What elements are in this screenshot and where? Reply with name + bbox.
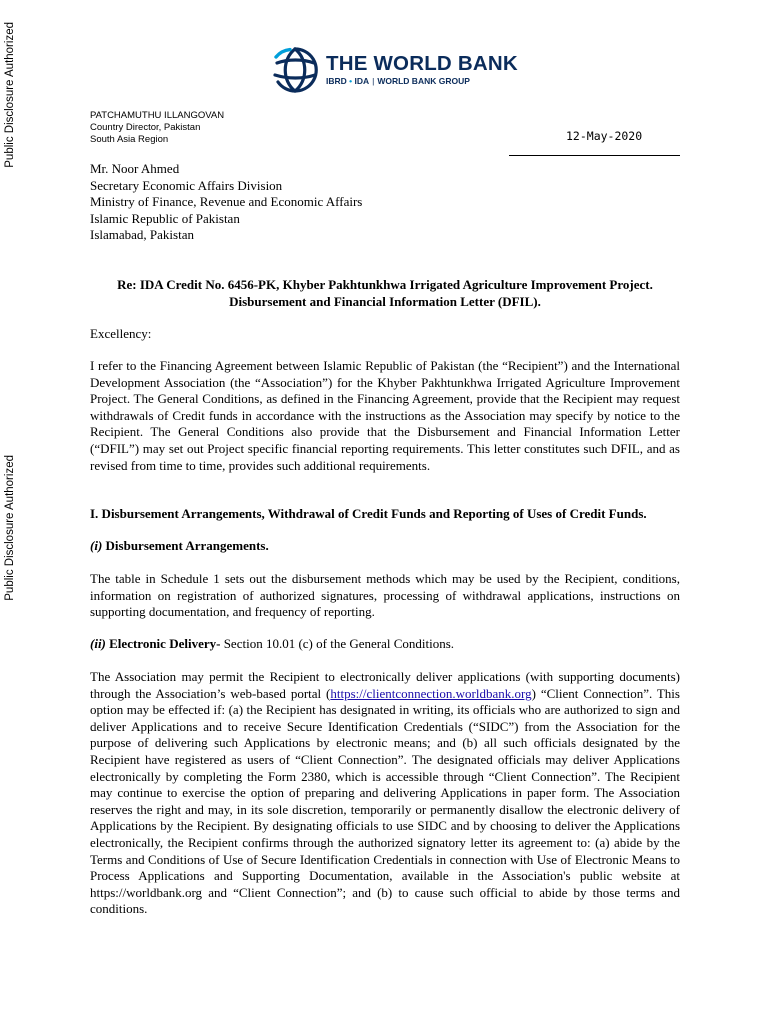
subsection-i-text: The table in Schedule 1 sets out the disbursement methods which may be used by the Recipient, conditions, information on registration of authorized signatures, processing of withdrawal applications, instructions on supporting documentation, and frequency of reporting. <box>90 571 680 620</box>
client-connection-link[interactable]: https://clientconnection.worldbank.org <box>330 685 532 701</box>
subject-line-1: Re: IDA Credit No. 6456-PK, Khyber Pakhtunkhwa Irrigated Agriculture Improvement Project. <box>117 277 653 292</box>
logo-subline <box>326 76 518 87</box>
addressee-city: Islamabad, Pakistan <box>90 227 194 243</box>
addressee-country: Islamic Republic of Pakistan <box>90 210 240 226</box>
sender-region: South Asia Region <box>90 134 169 145</box>
subsection-ii-number: (ii) <box>90 636 106 651</box>
logo-ibrd: IBRD <box>326 76 347 86</box>
logo-wordmark: THE WORLD BANK <box>326 52 518 75</box>
intro-paragraph: I refer to the Financing Agreement between Islamic Republic of Pakistan (the “Recipient”) and the International Development Association (the “Association”) for the Khyber Pakhtunkhwa Irrigated Agriculture Improvement Project. The General Conditions, as defined in the Financing Agreement, provide that the Recipient may request withdrawals of Credit funds in accordance with the instructions as the Association may specify by notice to the Recipient. The General Conditions also provide that the Disbursement and Financial Information Letter (“DFIL”) may set out Project specific financial reporting requirements. This letter constitutes such DFIL, and as revised from time to time, provides such additional requirements. <box>90 358 680 473</box>
subsection-i-heading <box>90 538 680 555</box>
public-disclosure-watermark-top: Public Disclosure Authorized <box>4 22 16 168</box>
sender-title: Country Director, Pakistan <box>90 122 201 133</box>
letter-date: 12-May-2020 <box>566 129 643 143</box>
salutation: Excellency: <box>90 326 152 341</box>
sender-name: PATCHAMUTHU ILLANGOVAN <box>90 110 225 121</box>
globe-icon <box>270 45 320 95</box>
subsection-ii-text-before-link: The Association may permit the Recipient to electronically deliver applications (with supporting documents) through the Association’s web-based portal ( <box>90 669 680 701</box>
logo-dot: • <box>346 76 355 86</box>
date-signature-line <box>509 155 680 156</box>
addressee-name: Mr. Noor Ahmed <box>90 161 180 176</box>
logo-group: WORLD BANK GROUP <box>377 76 470 86</box>
subject-line <box>90 276 680 310</box>
subsection-i-number: (i) <box>90 538 103 553</box>
subsection-ii-reference: Section 10.01 (c) of the General Conditions. <box>220 636 455 651</box>
sender-block <box>90 110 224 146</box>
subsection-ii-heading <box>90 636 680 653</box>
subsection-ii-text-after-link: ) “Client Connection”. This option may be effected if: (a) the Recipient has designated in writing, its officials who are authorized to sign and deliver Applications and to receive Secure Identification Credentials (“SIDC”) from the Association for the purpose of delivering such Applications by electronic means; and (b) all such officials designated by the Recipient have registered as users of “Client Connection”. The designated officials may deliver Applications electronically by completing the Form 2380, which is accessible through “Client Connection”. The Recipient may continue to exercise the option of preparing and delivering Applications in paper form. The Association reserves the right and may, in its sole discretion, temporarily or permanently disallow the electronic delivery of Applications by the Recipient. By designating officials to use SIDC and by choosing to deliver the Applications electronically, the Recipient confirms through the authorized signatory letter its agreement to: (a) abide by the Terms and Conditions of Use of Secure Identification Credentials in connection with Use of Electronic Means to Process Applications and Supporting Documentation, available in the Association's public website at https://worldbank.org and “Client Connection”; and (b) to cause such official to abide by those terms and conditions. <box>90 685 680 917</box>
subject-line-2: Disbursement and Financial Information Letter (DFIL). <box>229 294 541 309</box>
public-disclosure-watermark-middle: Public Disclosure Authorized <box>4 455 16 601</box>
addressee-ministry: Ministry of Finance, Revenue and Economic Affairs <box>90 194 363 210</box>
world-bank-logo <box>270 42 518 98</box>
section-1-heading: I. Disbursement Arrangements, Withdrawal of Credit Funds and Reporting of Uses of Credit Funds. <box>90 506 647 521</box>
logo-ida: IDA <box>354 76 370 86</box>
logo-separator: | <box>372 76 375 86</box>
subsection-ii-text <box>90 669 680 918</box>
subsection-i-title: Disbursement Arrangements. <box>105 538 269 553</box>
addressee-block <box>90 161 362 244</box>
subsection-ii-title: Electronic Delivery- <box>109 636 221 651</box>
addressee-position: Secretary Economic Affairs Division <box>90 177 283 193</box>
